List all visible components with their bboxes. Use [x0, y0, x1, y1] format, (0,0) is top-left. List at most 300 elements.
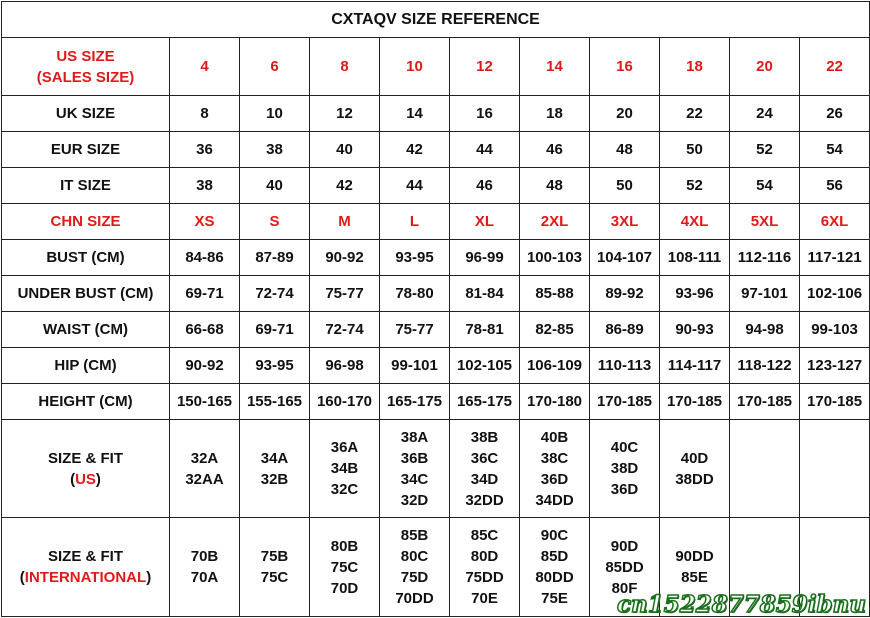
size-cell: [590, 420, 660, 518]
cell-value: 160-170: [316, 393, 373, 410]
size-cell: [380, 384, 450, 420]
cell-value: 48: [616, 141, 633, 158]
size-cell: [450, 132, 520, 168]
cell-value: 2XL: [540, 213, 569, 230]
size-cell: [730, 240, 800, 276]
cell-value: 8: [340, 58, 349, 75]
size-cell: [240, 312, 310, 348]
row-chn-size: [2, 204, 870, 240]
cell-value: 102-105: [456, 357, 513, 374]
cell-value: 26: [826, 105, 843, 122]
cell-value: 80C: [400, 548, 429, 565]
cell-value: 70DD: [395, 590, 434, 607]
cell-value: 75C: [330, 558, 359, 576]
size-cell: [730, 420, 800, 518]
table-title: CXTAQV SIZE REFERENCE: [2, 2, 870, 38]
size-cell: [310, 204, 380, 240]
cell-value: 70E: [471, 590, 498, 607]
size-cell: [730, 276, 800, 312]
size-cell: [380, 168, 450, 204]
row-label: [2, 240, 170, 276]
size-cell: [800, 348, 870, 384]
cell-value: 78-81: [465, 321, 504, 338]
cell-value: 80DD: [535, 569, 574, 586]
size-cell: [520, 420, 590, 518]
cell-value: 170-185: [596, 393, 653, 410]
cell-value: 96-99: [465, 249, 504, 266]
label-line: BUST (CM): [46, 249, 125, 266]
cell-value: 20: [616, 105, 633, 122]
cell-value: 6XL: [820, 213, 849, 230]
size-cell: [660, 96, 730, 132]
size-cell: [730, 312, 800, 348]
size-cell: [380, 38, 450, 96]
cell-value: 99-103: [811, 321, 858, 338]
size-cell: [310, 168, 380, 204]
size-cell: [520, 38, 590, 96]
cell-value: 90-93: [675, 321, 714, 338]
cell-value: 22: [686, 105, 703, 122]
size-cell: [450, 420, 520, 518]
size-cell: [240, 384, 310, 420]
size-cell: [170, 312, 240, 348]
row-label: [2, 96, 170, 132]
cell-value: 24: [756, 105, 773, 122]
size-cell: [660, 168, 730, 204]
cell-value: 54: [756, 177, 773, 194]
cell-value: 48: [546, 177, 563, 194]
size-reference-table: [1, 1, 870, 617]
cell-value: 82-85: [535, 321, 574, 338]
size-cell: [660, 204, 730, 240]
label-line: SIZE & FIT: [48, 449, 123, 467]
size-cell: [170, 168, 240, 204]
size-cell: [310, 132, 380, 168]
size-cell: [520, 204, 590, 240]
size-cell: [660, 132, 730, 168]
row-label: [2, 348, 170, 384]
cell-value: 40C: [610, 439, 639, 456]
cell-value: 69-71: [255, 321, 294, 338]
size-cell: [800, 312, 870, 348]
paren-close: ): [146, 569, 152, 586]
size-cell: [660, 420, 730, 518]
cell-value: 69-71: [185, 285, 224, 302]
paren-open: (: [19, 569, 25, 586]
size-cell: [800, 132, 870, 168]
cell-value: 99-101: [391, 357, 438, 374]
size-cell: [170, 204, 240, 240]
cell-value: 155-165: [246, 393, 303, 410]
cell-value: 8: [200, 105, 209, 122]
size-cell: [450, 312, 520, 348]
size-cell: [380, 348, 450, 384]
row-uk-size: [2, 96, 870, 132]
cell-value: 93-96: [675, 285, 714, 302]
cell-value: 75C: [260, 569, 289, 586]
cell-value: 170-185: [666, 393, 723, 410]
cell-value: 18: [546, 105, 563, 122]
cell-value: 123-127: [807, 357, 863, 374]
size-cell: [520, 312, 590, 348]
cell-value: 90C: [540, 527, 569, 544]
cell-value: 52: [686, 177, 703, 194]
cell-value: 40: [266, 177, 283, 194]
size-cell: [520, 384, 590, 420]
size-cell: [660, 384, 730, 420]
cell-value: S: [269, 213, 280, 230]
paren-word: US: [75, 470, 96, 488]
cell-value: 75-77: [325, 285, 364, 302]
cell-value: L: [409, 213, 420, 230]
cell-value: 85D: [540, 548, 569, 565]
cell-value: 32C: [330, 481, 359, 498]
size-cell: [800, 96, 870, 132]
row-label: [2, 132, 170, 168]
size-cell: [730, 168, 800, 204]
cell-value: 40: [336, 141, 353, 158]
label-line: EUR SIZE: [50, 141, 121, 158]
cell-value: 90-92: [185, 357, 224, 374]
size-cell: [170, 384, 240, 420]
size-cell: [590, 132, 660, 168]
label-line: US SIZE: [56, 47, 115, 65]
cell-value: 66-68: [185, 321, 224, 338]
cell-value: 70A: [190, 569, 219, 586]
cell-value: 93-95: [395, 249, 434, 266]
cell-value: 72-74: [255, 285, 294, 302]
label-line: (SALES SIZE): [36, 68, 135, 86]
cell-value: 90DD: [675, 548, 714, 565]
size-cell: [450, 384, 520, 420]
cell-value: 34D: [470, 470, 499, 488]
cell-value: 108-111: [667, 249, 722, 266]
size-cell: [730, 132, 800, 168]
label-line: UNDER BUST (CM): [17, 285, 154, 302]
cell-value: 72-74: [325, 321, 364, 338]
size-cell: [450, 518, 520, 617]
size-cell: [660, 276, 730, 312]
size-cell: [730, 96, 800, 132]
label-line: HEIGHT (CM): [38, 393, 133, 410]
size-cell: [800, 276, 870, 312]
cell-value: 14: [546, 58, 563, 75]
size-cell: [450, 38, 520, 96]
cell-value: XL: [474, 213, 495, 230]
cell-value: 22: [826, 58, 843, 75]
size-cell: [380, 518, 450, 617]
cell-value: 5XL: [750, 213, 779, 230]
size-cell: [240, 420, 310, 518]
paren-word: INTERNATIONAL: [24, 569, 147, 586]
label-line: HIP (CM): [54, 357, 117, 374]
cell-value: 50: [616, 177, 633, 194]
cell-value: 38DD: [675, 470, 714, 488]
size-cell: [800, 38, 870, 96]
cell-value: 38A: [400, 428, 429, 446]
size-cell: [590, 96, 660, 132]
size-cell: [520, 276, 590, 312]
size-cell: [730, 204, 800, 240]
size-cell: [590, 312, 660, 348]
row-it-size: [2, 168, 870, 204]
cell-value: 44: [406, 177, 423, 194]
cell-value: 3XL: [610, 213, 639, 230]
size-cell: [240, 276, 310, 312]
size-cell: [310, 312, 380, 348]
cell-value: 165-175: [386, 393, 443, 410]
size-cell: [590, 168, 660, 204]
cell-value: 34A: [260, 449, 289, 467]
size-cell: [310, 240, 380, 276]
cell-value: 90-92: [325, 249, 364, 266]
row-us-size: [2, 38, 870, 96]
cell-value: 4XL: [680, 213, 709, 230]
row-under-bust: [2, 276, 870, 312]
size-cell: [380, 132, 450, 168]
row-label: [2, 312, 170, 348]
row-label: [2, 420, 170, 518]
cell-value: 42: [406, 141, 423, 158]
cell-value: 70B: [190, 548, 219, 565]
row-label: [2, 276, 170, 312]
cell-value: 170-185: [807, 393, 863, 410]
cell-value: 93-95: [255, 357, 294, 374]
size-cell: [800, 204, 870, 240]
cell-value: 12: [336, 105, 353, 122]
size-cell: [310, 518, 380, 617]
label-line: IT SIZE: [60, 177, 111, 194]
cell-value: 90D: [610, 537, 639, 555]
size-cell: [170, 96, 240, 132]
size-cell: [590, 204, 660, 240]
cell-value: 54: [826, 141, 843, 158]
cell-value: 46: [476, 177, 493, 194]
size-cell: [170, 518, 240, 617]
row-height: [2, 384, 870, 420]
cell-value: 85-88: [535, 285, 574, 302]
size-cell: [170, 240, 240, 276]
size-cell: [310, 384, 380, 420]
size-cell: [450, 96, 520, 132]
cell-value: 32D: [400, 491, 429, 509]
cell-value: 112-116: [737, 249, 792, 266]
size-cell: [730, 348, 800, 384]
size-cell: [800, 384, 870, 420]
size-cell: [240, 38, 310, 96]
size-cell: [590, 240, 660, 276]
row-label: [2, 38, 170, 96]
cell-value: 170-180: [526, 393, 583, 410]
label-line: CHN SIZE: [50, 213, 121, 230]
cell-value: 85E: [681, 569, 708, 586]
cell-value: 20: [756, 58, 773, 75]
row-label: [2, 204, 170, 240]
cell-value: 38: [266, 141, 283, 158]
row-eur-size: [2, 132, 870, 168]
cell-value: 87-89: [255, 249, 294, 266]
size-cell: [660, 312, 730, 348]
cell-value: 38C: [540, 449, 569, 467]
cell-value: 38D: [610, 460, 639, 477]
size-cell: [240, 240, 310, 276]
size-cell: [240, 96, 310, 132]
size-cell: [240, 132, 310, 168]
cell-value: 14: [406, 105, 423, 122]
cell-value: 85C: [470, 527, 499, 544]
cell-value: 106-109: [526, 357, 583, 374]
size-cell: [450, 276, 520, 312]
cell-value: 104-107: [596, 249, 653, 266]
size-cell: [380, 420, 450, 518]
size-cell: [590, 276, 660, 312]
size-cell: [730, 38, 800, 96]
row-size-fit-us: [2, 420, 870, 518]
cell-value: 89-92: [605, 285, 644, 302]
cell-value: 70D: [330, 579, 359, 597]
cell-value: 34DD: [535, 491, 574, 509]
cell-value: 84-86: [185, 249, 224, 266]
size-cell: [240, 204, 310, 240]
cell-value: 40B: [540, 428, 569, 446]
cell-value: 117-121: [807, 249, 862, 266]
cell-value: 6: [270, 58, 279, 75]
size-cell: [310, 38, 380, 96]
size-cell: [450, 348, 520, 384]
size-cell: [170, 348, 240, 384]
cell-value: 34B: [330, 460, 359, 477]
cell-value: 78-80: [395, 285, 434, 302]
cell-value: 102-106: [807, 285, 863, 302]
cell-value: 75DD: [465, 569, 504, 586]
size-cell: [520, 240, 590, 276]
cell-value: 32DD: [465, 491, 504, 509]
row-label: [2, 168, 170, 204]
cell-value: 75-77: [395, 321, 434, 338]
size-cell: [590, 348, 660, 384]
cell-value: XS: [194, 213, 215, 230]
size-cell: [380, 312, 450, 348]
cell-value: 32B: [260, 470, 289, 488]
size-cell: [170, 132, 240, 168]
row-hip: [2, 348, 870, 384]
size-cell: [450, 204, 520, 240]
size-cell: [520, 518, 590, 617]
cell-value: 4: [200, 58, 209, 75]
size-cell: [310, 276, 380, 312]
size-cell: [310, 420, 380, 518]
cell-value: 165-175: [456, 393, 513, 410]
cell-value: 97-101: [741, 285, 788, 302]
cell-value: 12: [476, 58, 493, 75]
cell-value: 85DD: [605, 558, 644, 576]
cell-value: 94-98: [745, 321, 784, 338]
cell-value: 75E: [541, 590, 568, 607]
row-bust: [2, 240, 870, 276]
cell-value: 50: [686, 141, 703, 158]
cell-value: 86-89: [605, 321, 644, 338]
size-cell: [380, 240, 450, 276]
size-cell: [660, 348, 730, 384]
cell-value: 85B: [400, 527, 429, 544]
cell-value: 40D: [680, 449, 709, 467]
watermark-text: cn1522877859ibnu: [616, 591, 866, 618]
label-paren-line: [2, 469, 169, 490]
cell-value: 81-84: [465, 285, 504, 302]
size-cell: [590, 38, 660, 96]
size-cell: [310, 348, 380, 384]
cell-value: 36: [196, 141, 213, 158]
size-cell: [450, 168, 520, 204]
size-cell: [310, 96, 380, 132]
cell-value: 80B: [330, 537, 359, 555]
cell-value: 46: [546, 141, 563, 158]
cell-value: 36C: [470, 449, 499, 467]
cell-value: 38B: [470, 428, 499, 446]
row-waist: [2, 312, 870, 348]
cell-value: 44: [476, 141, 493, 158]
cell-value: 114-117: [667, 357, 722, 374]
cell-value: 52: [756, 141, 773, 158]
size-cell: [170, 276, 240, 312]
size-cell: [520, 168, 590, 204]
cell-value: 34C: [400, 470, 429, 488]
row-label: [2, 384, 170, 420]
size-cell: [520, 348, 590, 384]
size-cell: [590, 384, 660, 420]
cell-value: 38: [196, 177, 213, 194]
size-cell: [660, 38, 730, 96]
row-label: [2, 518, 170, 617]
cell-value: 42: [336, 177, 353, 194]
cell-value: 32AA: [185, 470, 224, 488]
size-cell: [380, 96, 450, 132]
cell-value: 75B: [260, 548, 289, 565]
size-cell: [450, 240, 520, 276]
cell-value: 56: [826, 177, 843, 194]
size-cell: [240, 518, 310, 617]
cell-value: 100-103: [526, 249, 583, 266]
cell-value: 36D: [540, 470, 569, 488]
cell-value: 10: [406, 58, 423, 75]
paren-close: ): [95, 470, 101, 488]
size-cell: [520, 96, 590, 132]
cell-value: 110-113: [597, 357, 652, 374]
label-line: SIZE & FIT: [48, 548, 123, 565]
label-paren-line: [2, 567, 169, 588]
label-line: WAIST (CM): [43, 321, 128, 338]
size-cell: [800, 240, 870, 276]
size-cell: [380, 204, 450, 240]
cell-value: 75D: [400, 569, 429, 586]
cell-value: 36D: [610, 481, 639, 498]
cell-value: 80D: [470, 548, 499, 565]
cell-value: M: [338, 213, 351, 230]
size-cell: [730, 384, 800, 420]
cell-value: 16: [616, 58, 633, 75]
size-cell: [520, 132, 590, 168]
cell-value: 118-122: [737, 357, 792, 374]
cell-value: 10: [266, 105, 283, 122]
size-cell: [170, 38, 240, 96]
size-cell: [800, 420, 870, 518]
size-cell: [170, 420, 240, 518]
cell-value: 170-185: [736, 393, 793, 410]
cell-value: 18: [686, 58, 703, 75]
size-cell: [240, 168, 310, 204]
cell-value: 150-165: [176, 393, 233, 410]
cell-value: 80F: [611, 579, 638, 597]
